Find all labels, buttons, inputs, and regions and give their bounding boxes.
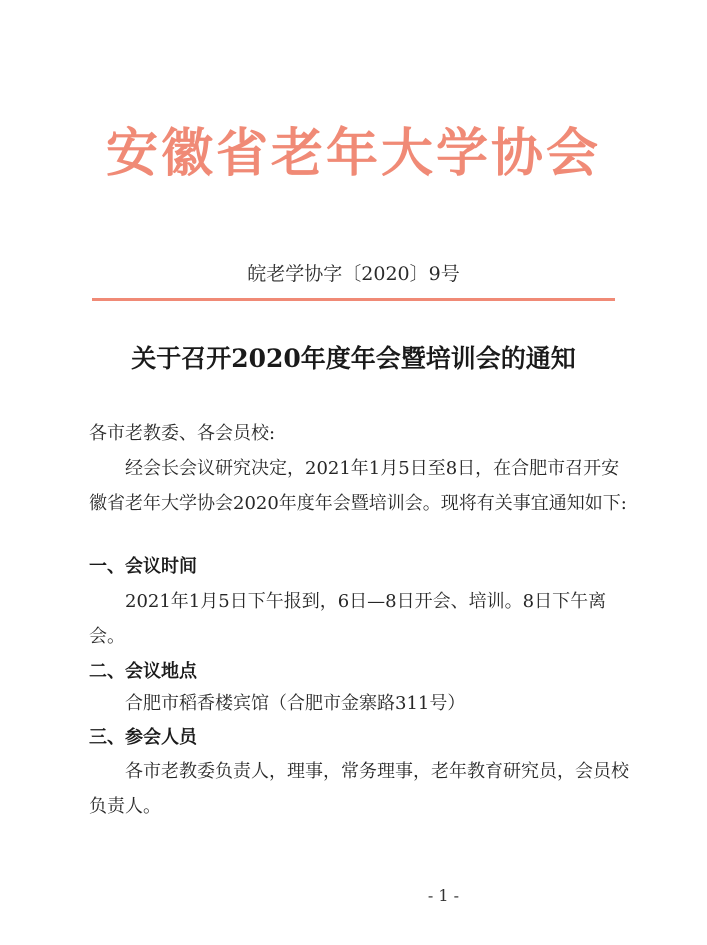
page-number: - 1 -	[427, 886, 460, 905]
intro-paragraph: 经会长会议研究决定，2021年1月5日至8日，在合肥市召开安徽省老年大学协会2020年度年会暨培训会。现将有关事宜通知如下:	[89, 458, 627, 514]
section-content-attendees: 各市老教委负责人，理事，常务理事，老年教育研究员，会员校负责人。	[89, 761, 629, 817]
section-content-location: 合肥市稻香楼宾馆（合肥市金寨路311号）	[125, 693, 466, 714]
header-divider	[92, 298, 615, 301]
notice-title: 关于召开2020年度年会暨培训会的通知	[131, 344, 576, 373]
organization-header: 安徽省老年大学协会	[105, 124, 601, 184]
salutation: 各市老教委、各会员校:	[89, 423, 276, 444]
section-heading-time: 一、会议时间	[89, 556, 197, 577]
section-heading-attendees: 三、参会人员	[89, 727, 197, 748]
section-heading-location: 二、会议地点	[89, 661, 197, 682]
section-content-time: 2021年1月5日下午报到，6日—8日开会、培训。8日下午离会。	[89, 591, 607, 647]
document-number: 皖老学协字〔2020〕9号	[247, 263, 460, 285]
